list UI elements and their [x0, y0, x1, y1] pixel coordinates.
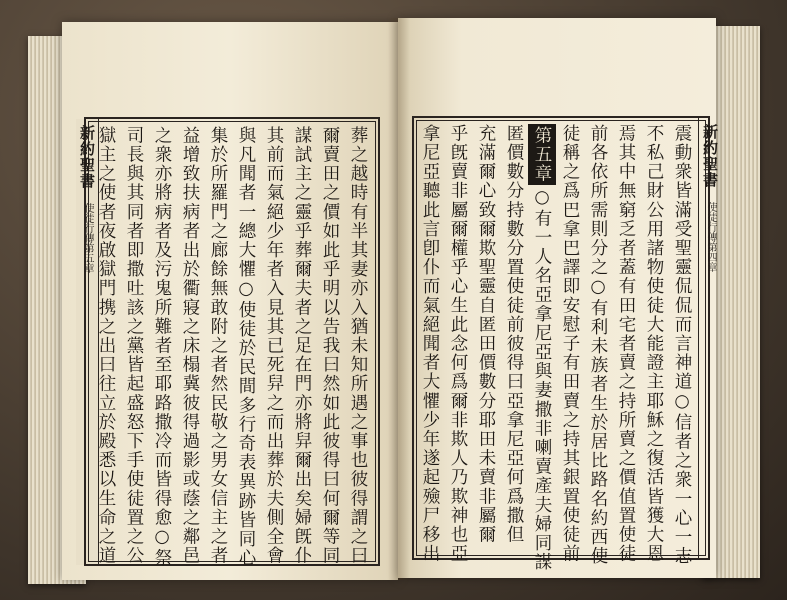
text-column: 葬之越時有半其妻亦入猶未知所遇之事也彼得謂之曰 [348, 126, 368, 566]
text-column: 充滿爾心致爾欺聖靈自匿田價數分耶田未賣非屬爾 [476, 124, 496, 545]
text-column: 謀試主之靈乎葬爾夫者之足在門亦將舁爾出矣婦旣仆 [292, 126, 312, 566]
text-column: 震動衆皆滿受聖靈侃侃而言神道○信者之衆一心一志 [672, 124, 692, 566]
text-column: 其前而氣絕少年者入見其已死舁之而出葬於夫側全會 [264, 126, 284, 566]
text-column: 之衆亦將病者及污鬼所難者至耶路撒冷而皆得愈○祭 [152, 126, 172, 568]
left-page [62, 22, 398, 580]
text-column: 集於所羅門之廊餘無敢附之者然民敬之男女信主之者 [208, 126, 228, 566]
text-column: 不私己財公用諸物使徒大能證主耶穌之復活皆獲大恩 [644, 124, 664, 564]
text-column: 與凡聞者一總大懼○使徒於民間多行奇表異跡皆同心 [236, 126, 256, 568]
right-page [398, 18, 719, 578]
left-page-text [96, 126, 372, 568]
text-column: 乎旣賣非屬爾權乎心生此念何爲爾非欺人乃欺神也亞 [448, 124, 468, 564]
chapter-heading: 第五章 [528, 124, 556, 185]
text-column: 焉其中無窮乏者蓋有田宅者賣之持所賣之價值置使徒 [616, 124, 636, 564]
text-column: 益增致扶病者出於衢寢之床榻冀彼得過影或蔭之鄰邑 [180, 126, 200, 566]
text-column: 爾賣田之價如此乎明以告我曰然如此彼得曰何爾等同 [320, 126, 340, 566]
right-page-banner [698, 118, 721, 560]
text-column: 匿價數分持數分置使徒前彼得曰亞拿尼亞何爲撒但 [504, 124, 524, 545]
text-column-with-heading: 第五章○有一人名亞拿尼亞與妻撒非喇賣產夫婦同謀 [532, 124, 552, 572]
right-banner-subtitle: 使徒行傳第四章 [705, 202, 716, 272]
left-banner-subtitle: 使徒行傳第五章 [82, 203, 93, 273]
text-column: 徒稱之爲巴拿巴譯即安慰子有田賣之持其銀置使徒前 [560, 124, 580, 564]
text-column: 前各依所需則分之○有利未族者生於居比路名約西使 [588, 124, 608, 566]
text-column: 司長與其同者即撒吐該之黨皆起盛怒下手使徒置之公 [124, 126, 144, 566]
text-column: 獄主之使者夜啟獄門携之出曰往立於殿悉以生命之道 [96, 126, 116, 566]
right-banner-title: 新約聖書 [701, 124, 719, 188]
text-column: 拿尼亞聽此言卽仆而氣絕聞者大懼少年遂起殮尸移出 [420, 124, 440, 564]
left-banner-title: 新約聖書 [78, 125, 96, 189]
right-page-text [418, 124, 696, 572]
